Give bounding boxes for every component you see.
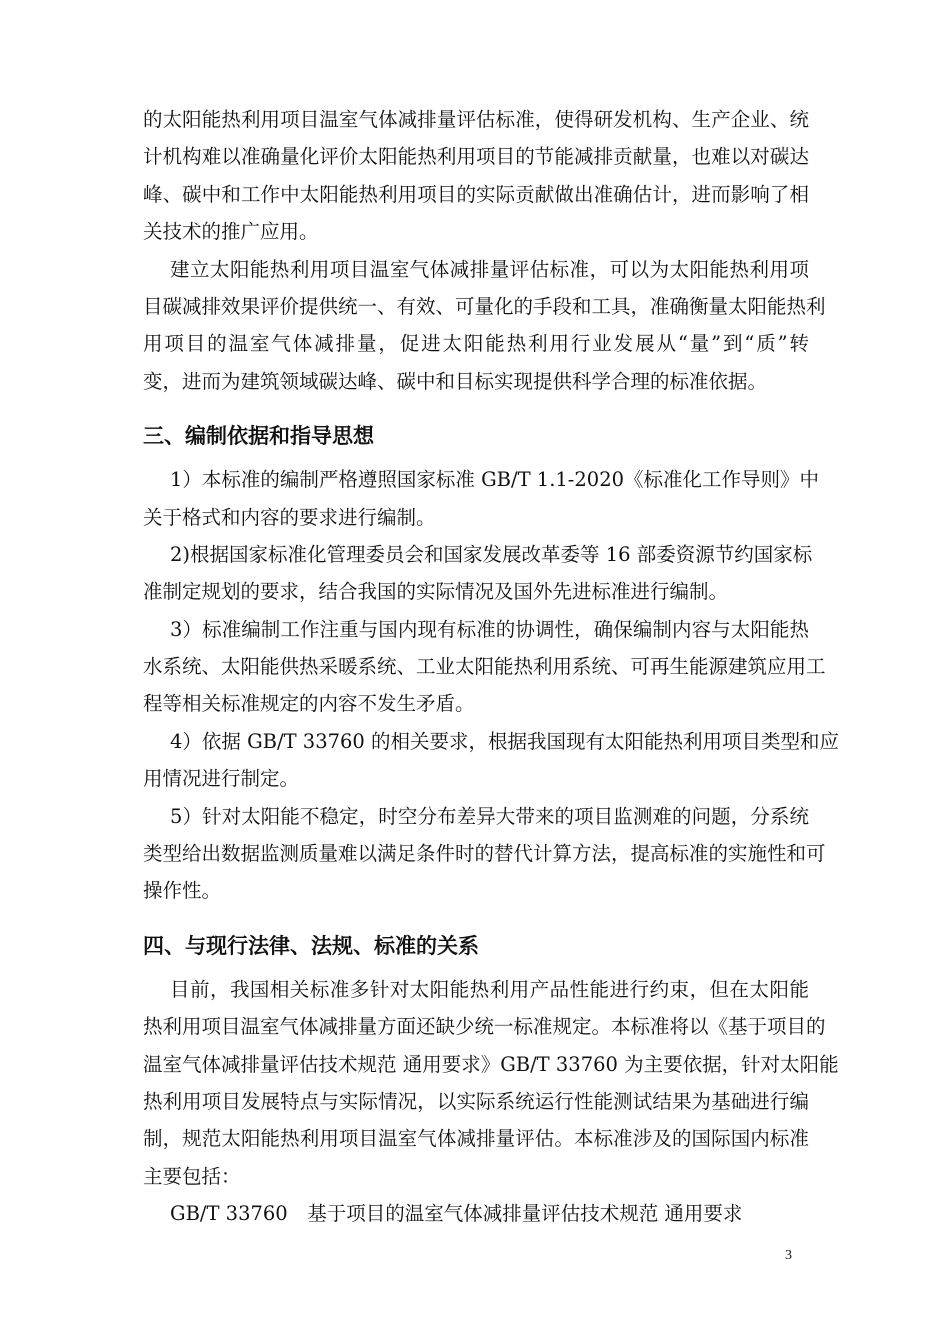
text-line: 水系统、太阳能供热采暖系统、工业太阳能热利用系统、可再生能源建筑应用工 xyxy=(143,655,826,679)
text-line: 用项目的温室气体减排量，促进太阳能热利用行业发展从“量”到“质”转 xyxy=(143,332,809,356)
text-line: 准制定规划的要求，结合我国的实际情况及国外先进标准进行编制。 xyxy=(143,580,729,604)
document-body xyxy=(143,101,840,1233)
paragraph xyxy=(143,798,826,910)
text-line: 用情况进行制定。 xyxy=(143,767,300,791)
text-line: 计机构难以准确量化评价太阳能热利用项目的节能减排贡献量，也难以对碳达 xyxy=(143,145,809,169)
text-line: 目碳减排效果评价提供统一、有效、可量化的手段和工具，准确衡量太阳能热利 xyxy=(143,294,826,318)
text-line: 程等相关标准规定的内容不发生矛盾。 xyxy=(143,692,475,716)
text-line: 类型给出数据监测质量难以满足条件时的替代计算方法，提高标准的实施性和可 xyxy=(143,842,826,866)
text-line: GB/T 33760 基于项目的温室气体减排量评估技术规范 通用要求 xyxy=(170,1202,743,1226)
text-line: 关于格式和内容的要求进行编制。 xyxy=(143,505,436,529)
paragraph xyxy=(143,536,813,611)
text-line: 热利用项目温室气体减排量方面还缺少统一标准规定。本标准将以《基于项目的 xyxy=(143,1015,826,1039)
text-line: 3）标准编制工作注重与国内现有标准的协调性，确保编制内容与太阳能热 xyxy=(170,617,809,641)
paragraph xyxy=(143,723,840,798)
paragraph xyxy=(143,611,826,723)
paragraph xyxy=(143,1195,809,1232)
text-line: 主要包括： xyxy=(143,1164,241,1188)
text-line: 热利用项目发展特点与实际情况，以实际系统运行性能测试结果为基础进行编 xyxy=(143,1089,809,1113)
text-line: 峰、碳中和工作中太阳能热利用项目的实际贡献做出准确估计，进而影响了相 xyxy=(143,182,809,206)
text-line: 温室气体减排量评估技术规范 通用要求》GB/T 33760 为主要依据，针对太阳能 xyxy=(143,1052,839,1076)
text-line: 2)根据国家标准化管理委员会和国家发展改革委等 16 部委资源节约国家标 xyxy=(170,542,813,566)
section-heading: 四、与现行法律、法规、标准的关系 xyxy=(143,933,479,958)
paragraph xyxy=(143,101,809,251)
text-line: 变，进而为建筑领域碳达峰、碳中和目标实现提供科学合理的标准依据。 xyxy=(143,369,768,393)
text-line: 建立太阳能热利用项目温室气体减排量评估标准，可以为太阳能热利用项 xyxy=(170,257,809,281)
text-line: 操作性。 xyxy=(143,879,222,903)
text-line: 4）依据 GB/T 33760 的相关要求，根据我国现有太阳能热利用项目类型和应 xyxy=(170,729,840,753)
paragraph xyxy=(143,971,839,1195)
text-line: 关技术的推广应用。 xyxy=(143,220,319,244)
section-heading: 三、编制依据和指导思想 xyxy=(143,424,374,449)
text-line: 的太阳能热利用项目温室气体减排量评估标准，使得研发机构、生产企业、统 xyxy=(143,108,809,131)
text-line: 1）本标准的编制严格遵照国家标准 GB/T 1.1-2020《标准化工作导则》中 xyxy=(170,468,820,492)
paragraph xyxy=(143,251,826,401)
text-line: 制，规范太阳能热利用项目温室气体减排量评估。本标准涉及的国际国内标准 xyxy=(143,1127,809,1151)
text-line: 5）针对太阳能不稳定，时空分布差异大带来的项目监测难的问题，分系统 xyxy=(170,804,809,828)
page-number: 3 xyxy=(785,1248,792,1263)
paragraph xyxy=(143,461,820,536)
text-line: 目前，我国相关标准多针对太阳能热利用产品性能进行约束，但在太阳能 xyxy=(170,977,809,1001)
